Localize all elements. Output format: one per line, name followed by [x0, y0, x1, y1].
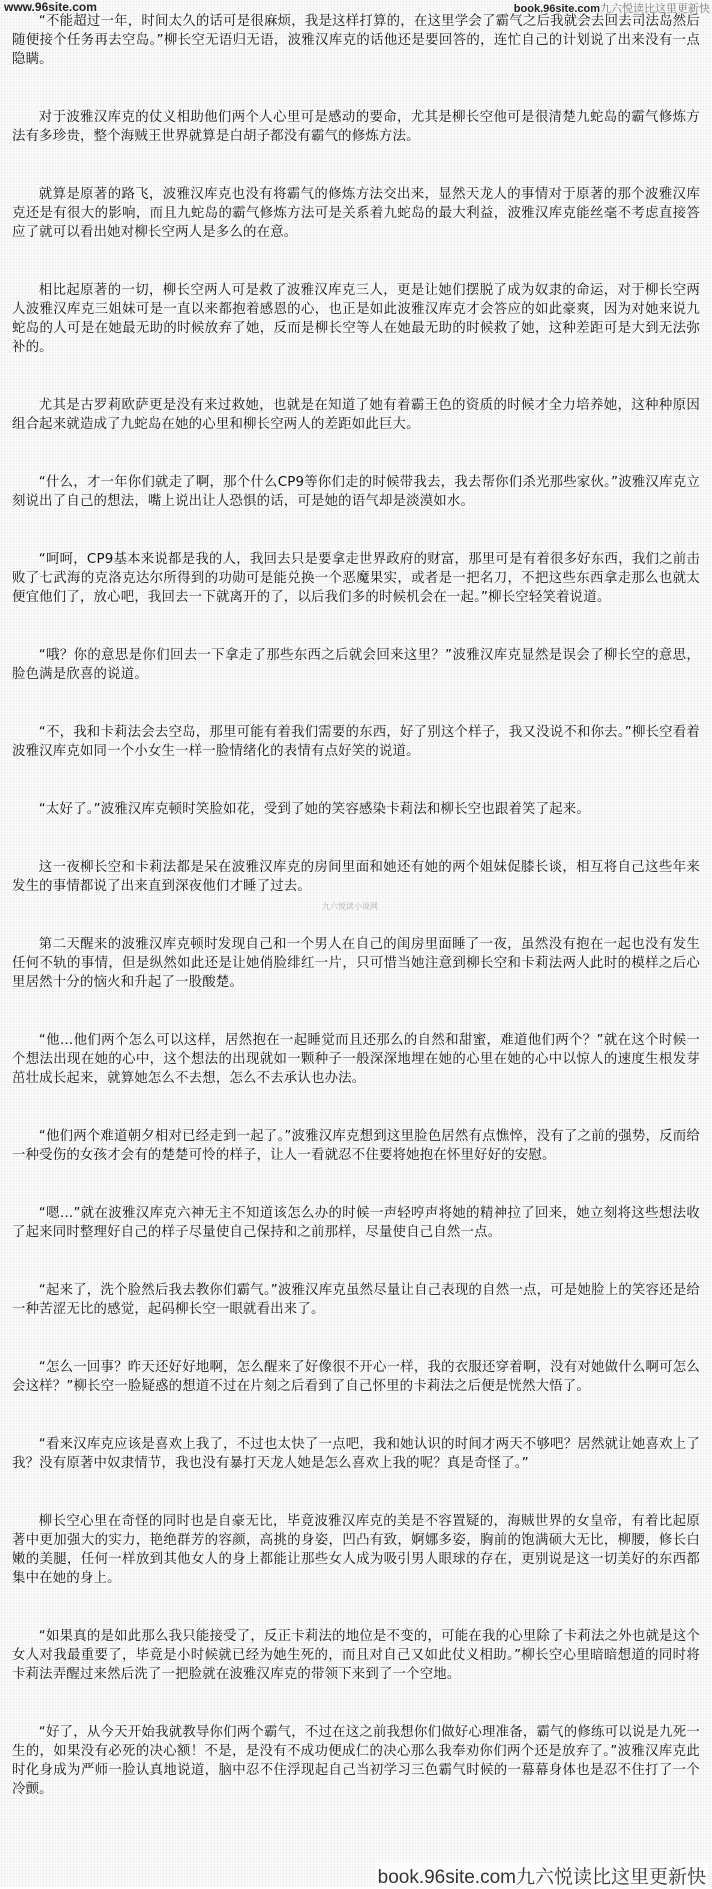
- paragraph: 对于波雅汉库克的仗义相助他们两个人心里可是感动的要命，尤其是柳长空他可是很清楚九蛇岛的霸气修炼方法有多珍贵，整个海贼王世界就算是白胡子都没有霸气的修炼方法。: [12, 110, 700, 144]
- watermark-top-left: www.96site.com: [4, 0, 97, 14]
- paragraph: “怎么一回事？昨天还好好地啊，怎么醒来了好像很不开心一样，我的衣服还穿着啊，没有对她做什么啊可怎么会这样？”柳长空一脸疑惑的想道不过在片刻之后看到了自己怀里的卡莉法之后便是恍然大悟了。: [12, 1360, 700, 1394]
- watermark-bottom: [376, 1862, 708, 1889]
- paragraph: 第二天醒来的波雅汉库克顿时发现自己和一个男人在自己的闺房里面睡了一夜，虽然没有抱在一起也没有发生任何不轨的事情，但是纵然如此还是让她俏脸绯红一片，只可惜当她注意到柳长空和卡莉法两人此时的模样之后心里居然十分的恼火和升起了一股酸楚。: [12, 937, 700, 990]
- paragraph: “不，我和卡莉法会去空岛，那里可能有着我们需要的东西，好了别这个样子，我又没说不和你去。”柳长空看着波雅汉库克如同一个小女生一样一脸情绪化的表情有点好笑的说道。: [12, 725, 700, 759]
- paragraph: 尤其是古罗莉欧萨更是没有来过救她，也就是在知道了她有着霸王色的资质的时候才全力培养她，这种种原因组合起来就造成了九蛇岛在她的心里和柳长空两人的差距如此巨大。: [12, 398, 700, 432]
- watermark-bottom-tag: 九六悦读比这里更新快: [515, 1867, 706, 1888]
- paragraph: “他们两个难道朝夕相对已经走到一起了。”波雅汉库克想到这里脸色居然有点憔悴，没有了之前的强势，反而给一种受伤的女孩才会有的楚楚可怜的样子，让人一看就忍不住要将她抱在怀里好好的安慰。: [12, 1129, 700, 1163]
- paragraph: “如果真的是如此那么我只能接受了，反正卡莉法的地位是不变的，可能在我的心里除了卡莉法之外也就是这个女人对我最重要了，毕竟是小时候就已经为她生死的，而且对自己又如此仗义相助。”柳长空心里暗暗想道的同时将卡莉法弄醒过来然后洗了一把脸就在波雅汉库克的带领下来到了一个空地。: [12, 1629, 700, 1682]
- article-body: [12, 12, 700, 1838]
- paragraph: “起来了，洗个脸然后我去教你们霸气。”波雅汉库克虽然尽量让自己表现的自然一点，可是她脸上的笑容还是给一种苦涩无比的感觉，起码柳长空一眼就看出来了。: [12, 1283, 700, 1317]
- paragraph: “嗯…”就在波雅汉库克六神无主不知道该怎么办的时候一声轻哼声将她的精神拉了回来，她立刻将这些想法收了起来同时整理好自己的样子尽量使自己保持和之前那样，尽量使自己自然一点。: [12, 1206, 700, 1240]
- paragraph: “不能超过一年，时间太久的话可是很麻烦，我是这样打算的，在这里学会了霸气之后我就会去回去司法岛然后随便接个任务再去空岛。”柳长空无语归无语，波雅汉库克的话他还是要回答的，连忙自己的计划说了出来没有一点隐瞒。: [12, 14, 700, 67]
- paragraph: 柳长空心里在奇怪的同时也是自豪无比，毕竟波雅汉库克的美是不容置疑的，海贼世界的女皇帝，有着比起原著中更加强大的实力，艳绝群芳的容颜，高挑的身姿，凹凸有致，婀娜多姿，胸前的饱满硕大无比，柳腰，修长白嫩的美腿，任何一样放到其他女人的身上都能让那些女人成为吸引男人眼球的存在，更别说是这一切美好的东西都集中在她的身上。: [12, 1514, 700, 1586]
- paragraph: “他…他们两个怎么可以这样，居然抱在一起睡觉而且还那么的自然和甜蜜，难道他们两个？”就在这个时候一个想法出现在她的心中，这个想法的出现就如一颗种子一般深深地埋在她的心里在她的心中以惊人的速度生根发芽茁壮成长起来，就算她怎么不去想，怎么不去承认也办法。: [12, 1033, 700, 1086]
- paragraph: “呵呵，CP9基本来说都是我的人，我回去只是要拿走世界政府的财富，那里可是有着很多好东西，我们之前击败了七武海的克洛克达尔所得到的功勋可是能兑换一个恶魔果实，或者是一把名刀，不把这些东西拿走那么也就太便宜他们了，放心吧，我回去一下就离开的了，以后我们多的时候机会在一起。”柳长空轻笑着说道。: [12, 552, 700, 605]
- watermark-top-right-tag: 九六悦读比这里更新快: [600, 3, 710, 15]
- paragraph: “什么，才一年你们就走了啊，那个什么CP9等你们走的时候带我去，我去帮你们杀光那些家伙。”波雅汉库克立刻说出了自己的想法，嘴上说出让人恐惧的话，可是她的语气却是淡漠如水。: [12, 475, 700, 509]
- watermark-top-right-site: book.96site.com: [513, 3, 600, 15]
- paragraph: 这一夜柳长空和卡莉法都是呆在波雅汉库克的房间里面和她还有她的两个姐妹促膝长谈，相互将自己这些年来发生的事情都说了出来直到深夜他们才睡了过去。: [12, 860, 700, 894]
- paragraph: “好了，从今天开始我就教导你们两个霸气，不过在这之前我想你们做好心理准备，霸气的修练可以说是九死一生的，如果没有必死的决心额！不是，是没有不成功便成仁的决心那么我奉劝你们两个还是放弃了。”波雅汉库克此时化身成为严师一脸认真地说道，脑中忍不住浮现起自己当初学习三色霸气时候的一幕幕身体也是忍不住打了一个冷颤。: [12, 1725, 700, 1797]
- paragraph: 就算是原著的路飞，波雅汉库克也没有将霸气的修炼方法交出来，显然天龙人的事情对于原著的那个波雅汉库克还是有很大的影响，而且九蛇岛的霸气修炼方法可是关系着九蛇岛的最大利益，波雅汉库克能丝毫不考虑直接答应了就可以看出她对柳长空两人是多么的在意。: [12, 187, 700, 240]
- paragraph: “太好了。”波雅汉库克顿时笑脸如花，受到了她的笑容感染卡莉法和柳长空也跟着笑了起来。: [38, 802, 590, 817]
- paragraph: 相比起原著的一切，柳长空两人可是救了波雅汉库克三人，更是让她们摆脱了成为奴隶的命运，对于柳长空两人波雅汉库克三姐妹可是一直以来都抱着感恩的心，也正是如此波雅汉库克才会答应的如此豪爽，因为对她来说九蛇岛的人可是在她最无助的时候放弃了她，反而是柳长空等人在她最无助的时候救了她，这种差距可是大到无法弥补的。: [12, 283, 700, 355]
- watermark-bottom-site: book.96site.com: [377, 1867, 516, 1888]
- paragraph: “看来汉库克应该是喜欢上我了，不过也太快了一点吧，我和她认识的时间才两天不够吧？居然就让她喜欢上了我？没有原著中奴隶情节，我也没有暴打天龙人她是怎么喜欢上我的呢？真是奇怪了。”: [12, 1437, 700, 1471]
- paragraph: “哦？你的意思是你们回去一下拿走了那些东西之后就会回来这里？”波雅汉库克显然是误会了柳长空的意思，脸色满是欣喜的说道。: [12, 648, 700, 682]
- watermark-middle: 九六悦读小说网: [322, 902, 378, 911]
